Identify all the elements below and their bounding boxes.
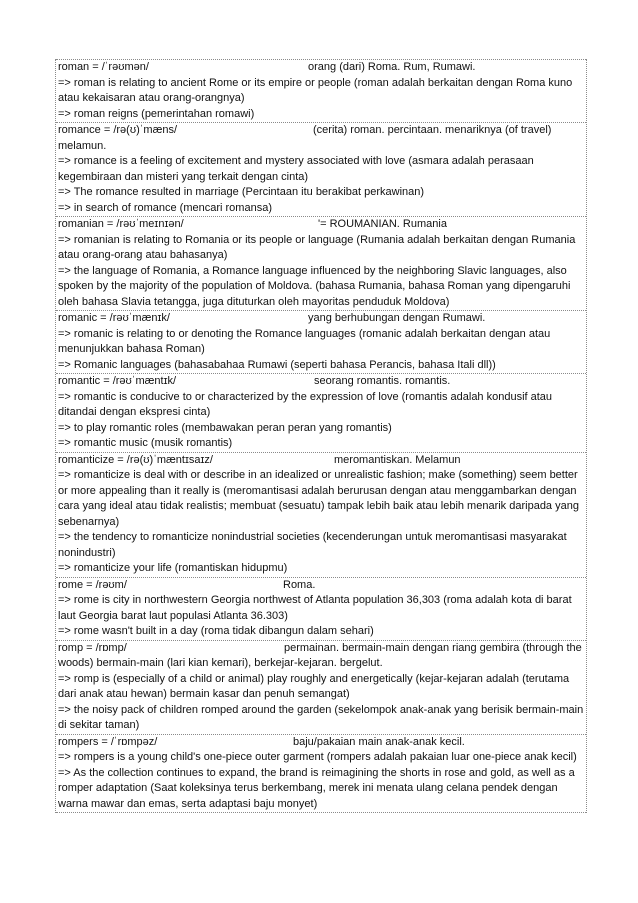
entry-gloss: (cerita) roman. percintaan. menariknya (of travel) melamun. (58, 124, 552, 152)
entry-gloss: meromantiskan. Melamun (334, 453, 461, 466)
entry-term: romanian = /rəʊˈmeɪnɪən/ (58, 218, 184, 230)
dictionary-entry (56, 122, 586, 216)
entry-headword-row (58, 60, 584, 76)
entry-gloss: Roma. (283, 578, 316, 591)
entry-example-line: => roman reigns (pemerintahan romawi) (58, 107, 255, 120)
entry-example-line: => rompers is a young child's one-piece outer garment (rompers adalah pakaian luar one-piece anak kecil) (58, 751, 577, 763)
entry-example-line: => romp is (especially of a child or animal) play roughly and energetically (kejar-kejaran adalah (terutama dari anak atau hewan) bermain kasar dan penuh semangat) (58, 672, 570, 700)
entry-example-line: => the language of Romania, a Romance language influenced by the neighboring Slavic languages, also spoken by the majority of the population of Moldova. (bahasa Rumania, bahasa Roman yang dipengaruhi oleh bahasa Slavia tetangga, juga dituturkan oleh mayoritas penduduk Moldova) (58, 264, 571, 308)
entry-gloss: '= ROUMANIAN. Rumania (318, 218, 447, 230)
entry-term: romp = /rɒmp/ (58, 641, 127, 654)
entry-example-line: => romanticize is deal with or describe in an idealized or unrealistic fashion; make (something) seem better or more appealing than it really is (meromantisasi adalah berurusan dengan atau menggambarkan dengan cara yang ideal atau tidak realistis; membuat (sesuatu) tampak lebih baik atau lebih menarik daripada yang sebenarnya) (58, 469, 579, 528)
entry-headword-row (58, 578, 584, 594)
entry-headword-row (58, 217, 584, 233)
entry-example-line: => the noisy pack of children romped around the garden (sekelompok anak-anak yang berisik bermain-main di sekitar taman) (58, 703, 584, 731)
entry-headword-row (58, 735, 584, 751)
entry-example-line: => As the collection continues to expand, the brand is reimagining the shorts in rose and gold, as well as a romper adaptation (Saat koleksinya terus berkembang, merek ini menata ulang celana pendek dengan warna mawar dan emas, serta adaptasi baju monyet) (58, 766, 575, 810)
entry-example-line: => to play romantic roles (membawakan peran peran yang romantis) (58, 421, 392, 434)
dictionary-entry (56, 373, 586, 452)
entry-gloss: orang (dari) Roma. Rum, Rumawi. (308, 61, 476, 73)
entry-headword-row (58, 311, 584, 327)
entry-example-line: => romanic is relating to or denoting the Romance languages (romanic adalah berkaitan dengan atau menunjukkan bahasa Roman) (58, 327, 551, 355)
entry-term: romanic = /rəʊˈmænɪk/ (58, 312, 170, 324)
entry-gloss: yang berhubungan dengan Rumawi. (308, 312, 486, 324)
entry-example-line: => romanticize your life (romantiskan hidupmu) (58, 562, 288, 574)
dictionary-entry (56, 452, 586, 577)
dictionary-entry (56, 734, 586, 814)
entry-headword-row (58, 453, 584, 469)
entry-term: romanticize = /rə(ʊ)ˈmæntɪsaɪz/ (58, 453, 213, 466)
entry-example-line: => romance is a feeling of excitement and mystery associated with love (asmara adalah perasaan kegembiraan dan misteri yang terkait dengan cinta) (58, 155, 534, 183)
entry-term: rompers = /ˈrɒmpəz/ (58, 735, 158, 748)
dictionary-entry (56, 59, 586, 122)
entry-example-line: => romanian is relating to Romania or its people or language (Rumania adalah berkaitan dengan Rumania atau orang-orang atau bahasanya) (58, 233, 576, 261)
dictionary-entry (56, 310, 586, 373)
dictionary-entry (56, 577, 586, 640)
entry-term: roman = /ˈrəʊmən/ (58, 61, 149, 73)
entry-gloss: baju/pakaian main anak-anak kecil. (293, 735, 465, 748)
entry-example-line: => rome wasn't built in a day (roma tidak dibangun dalam sehari) (58, 625, 374, 637)
entry-example-line: => the tendency to romanticize nonindustrial societies (kecenderungan untuk meromantisasi masyarakat nonindustri) (58, 531, 567, 559)
entry-headword-row (58, 641, 584, 672)
entry-example-line: => rome is city in northwestern Georgia northwest of Atlanta population 36,303 (roma adalah kota di barat laut Georgia barat laut populasi Atlanta 36.303) (58, 594, 572, 622)
entry-term: romance = /rə(ʊ)ˈmæns/ (58, 124, 178, 136)
entry-headword-row (58, 374, 584, 390)
entry-gloss: seorang romantis. romantis. (314, 375, 451, 387)
entry-headword-row (58, 123, 584, 154)
entry-term: romantic = /rəʊˈmæntɪk/ (58, 375, 177, 387)
entry-example-line: => The romance resulted in marriage (Percintaan itu berakibat perkawinan) (58, 186, 425, 198)
entry-example-line: => roman is relating to ancient Rome or its empire or people (roman adalah berkaitan dengan Roma kuno atau kekaisaran atau orang-orangnya) (58, 76, 573, 104)
dictionary-entry (56, 640, 586, 734)
entry-example-line: => in search of romance (mencari romansa) (58, 201, 272, 214)
entry-example-line: => romantic music (musik romantis) (58, 437, 233, 449)
entry-example-line: => Romanic languages (bahasabahaa Rumawi (seperti bahasa Perancis, bahasa Itali dll)) (58, 358, 496, 371)
entry-gloss: permainan. bermain-main dengan riang gembira (through the woods) bermain-main (lari kian kemari), berkejar-kejaran. bergelut. (58, 641, 582, 669)
dictionary-entry (56, 216, 586, 310)
dictionary-page (55, 59, 587, 813)
entry-term: rome = /rəʊm/ (58, 578, 127, 591)
entry-example-line: => romantic is conducive to or characterized by the expression of love (romantis adalah kondusif atau ditandai dengan ekspresi cinta) (58, 390, 553, 418)
